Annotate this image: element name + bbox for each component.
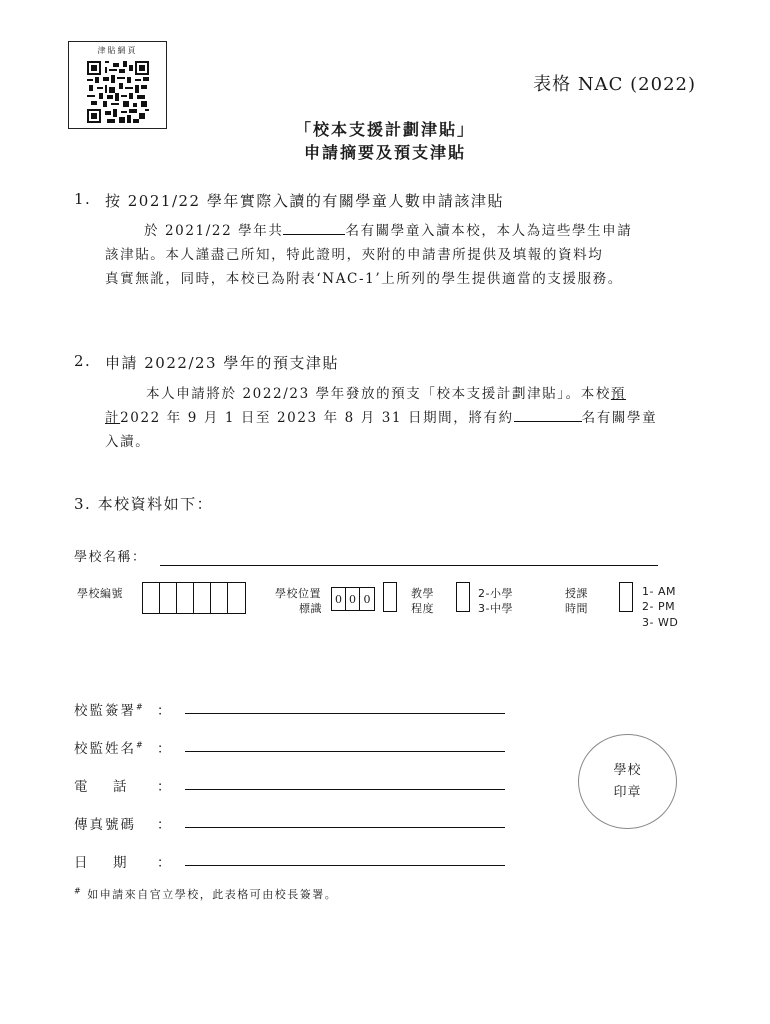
- location-label-2: 標識: [299, 602, 322, 615]
- session-option-2: 2- PM: [642, 600, 676, 613]
- section2-line1: [146, 382, 626, 406]
- supervisor-signature-text: 校監簽署: [74, 703, 136, 719]
- footnote: [74, 886, 337, 902]
- supervisor-signature-hash: #: [136, 702, 145, 712]
- section1-line1-prefix: 於 2021/22 學年共: [144, 223, 284, 239]
- supervisor-signature-colon: ：: [157, 703, 173, 719]
- session-label-2: 時間: [565, 602, 588, 615]
- telephone-colon: ：: [157, 779, 173, 795]
- fax-label: 傳真號碼: [74, 817, 136, 833]
- supervisor-name-label: [74, 737, 145, 757]
- school-code-cell[interactable]: [228, 583, 245, 613]
- supervisor-name-hash: #: [136, 740, 145, 750]
- location-label-1: 學校位置: [275, 587, 321, 600]
- qr-code-label: 津貼網頁: [97, 46, 138, 55]
- section2-number: 2.: [74, 352, 92, 370]
- school-code-cell[interactable]: [211, 583, 228, 613]
- date-colon: ：: [157, 855, 173, 871]
- school-code-label: 學校編號: [77, 587, 123, 600]
- section1-line1-suffix: 名有關學童入讀本校，本人為這些學生申請: [345, 223, 633, 239]
- title-line-2: 申請摘要及預支津貼: [303, 143, 466, 162]
- section2-line1-text: 本人申請將於 2022/23 學年發放的預支「校本支援計劃津貼」。本校: [146, 386, 611, 402]
- level-label-1: 教學: [411, 587, 434, 600]
- location-digit[interactable]: 0: [332, 588, 346, 610]
- school-name-field[interactable]: [160, 565, 658, 566]
- level-label-2: 程度: [411, 602, 434, 615]
- form-code: 表格 NAC (2022): [533, 74, 696, 95]
- section2-line2-suffix: 名有關學童: [581, 410, 658, 426]
- title-line-1: 「校本支援計劃津貼」: [294, 120, 475, 139]
- date-label: 日 期: [74, 855, 133, 871]
- level-field[interactable]: [456, 582, 470, 612]
- section2-heading: 申請 2022/23 學年的預支津貼: [105, 354, 339, 372]
- section1-line3: 真實無訛，同時，本校已為附表‘NAC-1’上所列的學生提供適當的支援服務。: [105, 271, 623, 287]
- student-count-blank-1[interactable]: [283, 220, 345, 235]
- school-seal: [578, 734, 677, 829]
- student-count-blank-2[interactable]: [514, 407, 582, 422]
- date-field[interactable]: [185, 865, 505, 866]
- fax-field[interactable]: [185, 827, 505, 828]
- qr-code-box: [68, 41, 167, 129]
- school-code-cell[interactable]: [194, 583, 211, 613]
- session-field[interactable]: [619, 582, 633, 612]
- location-extra-cell[interactable]: [383, 582, 397, 612]
- school-name-label: 學校名稱：: [74, 550, 147, 565]
- fax-colon: ：: [157, 817, 173, 833]
- section1-heading: 按 2021/22 學年實際入讀的有關學童人數申請該津貼: [105, 192, 504, 210]
- section2-line3: 入讀。: [105, 434, 151, 450]
- section2-line1-underlined: 預: [610, 386, 627, 402]
- section1-number: 1.: [74, 190, 92, 208]
- school-seal-line-1: 學校: [613, 762, 642, 778]
- section2-line2-prefix: 2022 年 9 月 1 日至 2023 年 8 月 31 日期間，將有約: [120, 410, 514, 426]
- level-option-2: 3-中學: [478, 602, 513, 615]
- session-option-3: 3- WD: [642, 616, 679, 629]
- footnote-text: 如申請來自官立學校，此表格可由校長簽署。: [87, 888, 338, 901]
- school-code-cell[interactable]: [160, 583, 177, 613]
- school-code-cell[interactable]: [143, 583, 160, 613]
- location-digit[interactable]: 0: [346, 588, 360, 610]
- school-seal-line-2: 印章: [613, 784, 642, 800]
- supervisor-signature-field[interactable]: [185, 713, 505, 714]
- school-code-cell[interactable]: [177, 583, 194, 613]
- qr-code-icon: [87, 61, 149, 123]
- level-option-1: 2-小學: [478, 587, 513, 600]
- telephone-label: 電 話: [74, 779, 133, 795]
- supervisor-signature-label: [74, 699, 145, 719]
- footnote-mark: #: [74, 886, 83, 896]
- supervisor-name-colon: ：: [157, 741, 173, 757]
- section1-line1: [144, 219, 632, 243]
- section1-line2: 該津貼。本人謹盡己所知，特此證明，夾附的申請書所提供及填報的資料均: [105, 247, 604, 263]
- supervisor-name-text: 校監姓名: [74, 741, 136, 757]
- location-id-field[interactable]: [331, 587, 375, 611]
- supervisor-name-field[interactable]: [185, 751, 505, 752]
- telephone-field[interactable]: [185, 789, 505, 790]
- section2-line2: [105, 406, 657, 430]
- section2-line2-underlined: 計: [105, 410, 121, 426]
- session-label-1: 授課: [565, 587, 588, 600]
- location-digit[interactable]: 0: [363, 592, 371, 606]
- school-code-field[interactable]: [142, 582, 246, 614]
- section3-heading: 3. 本校資料如下：: [74, 495, 214, 513]
- session-option-1: 1- AM: [642, 585, 676, 598]
